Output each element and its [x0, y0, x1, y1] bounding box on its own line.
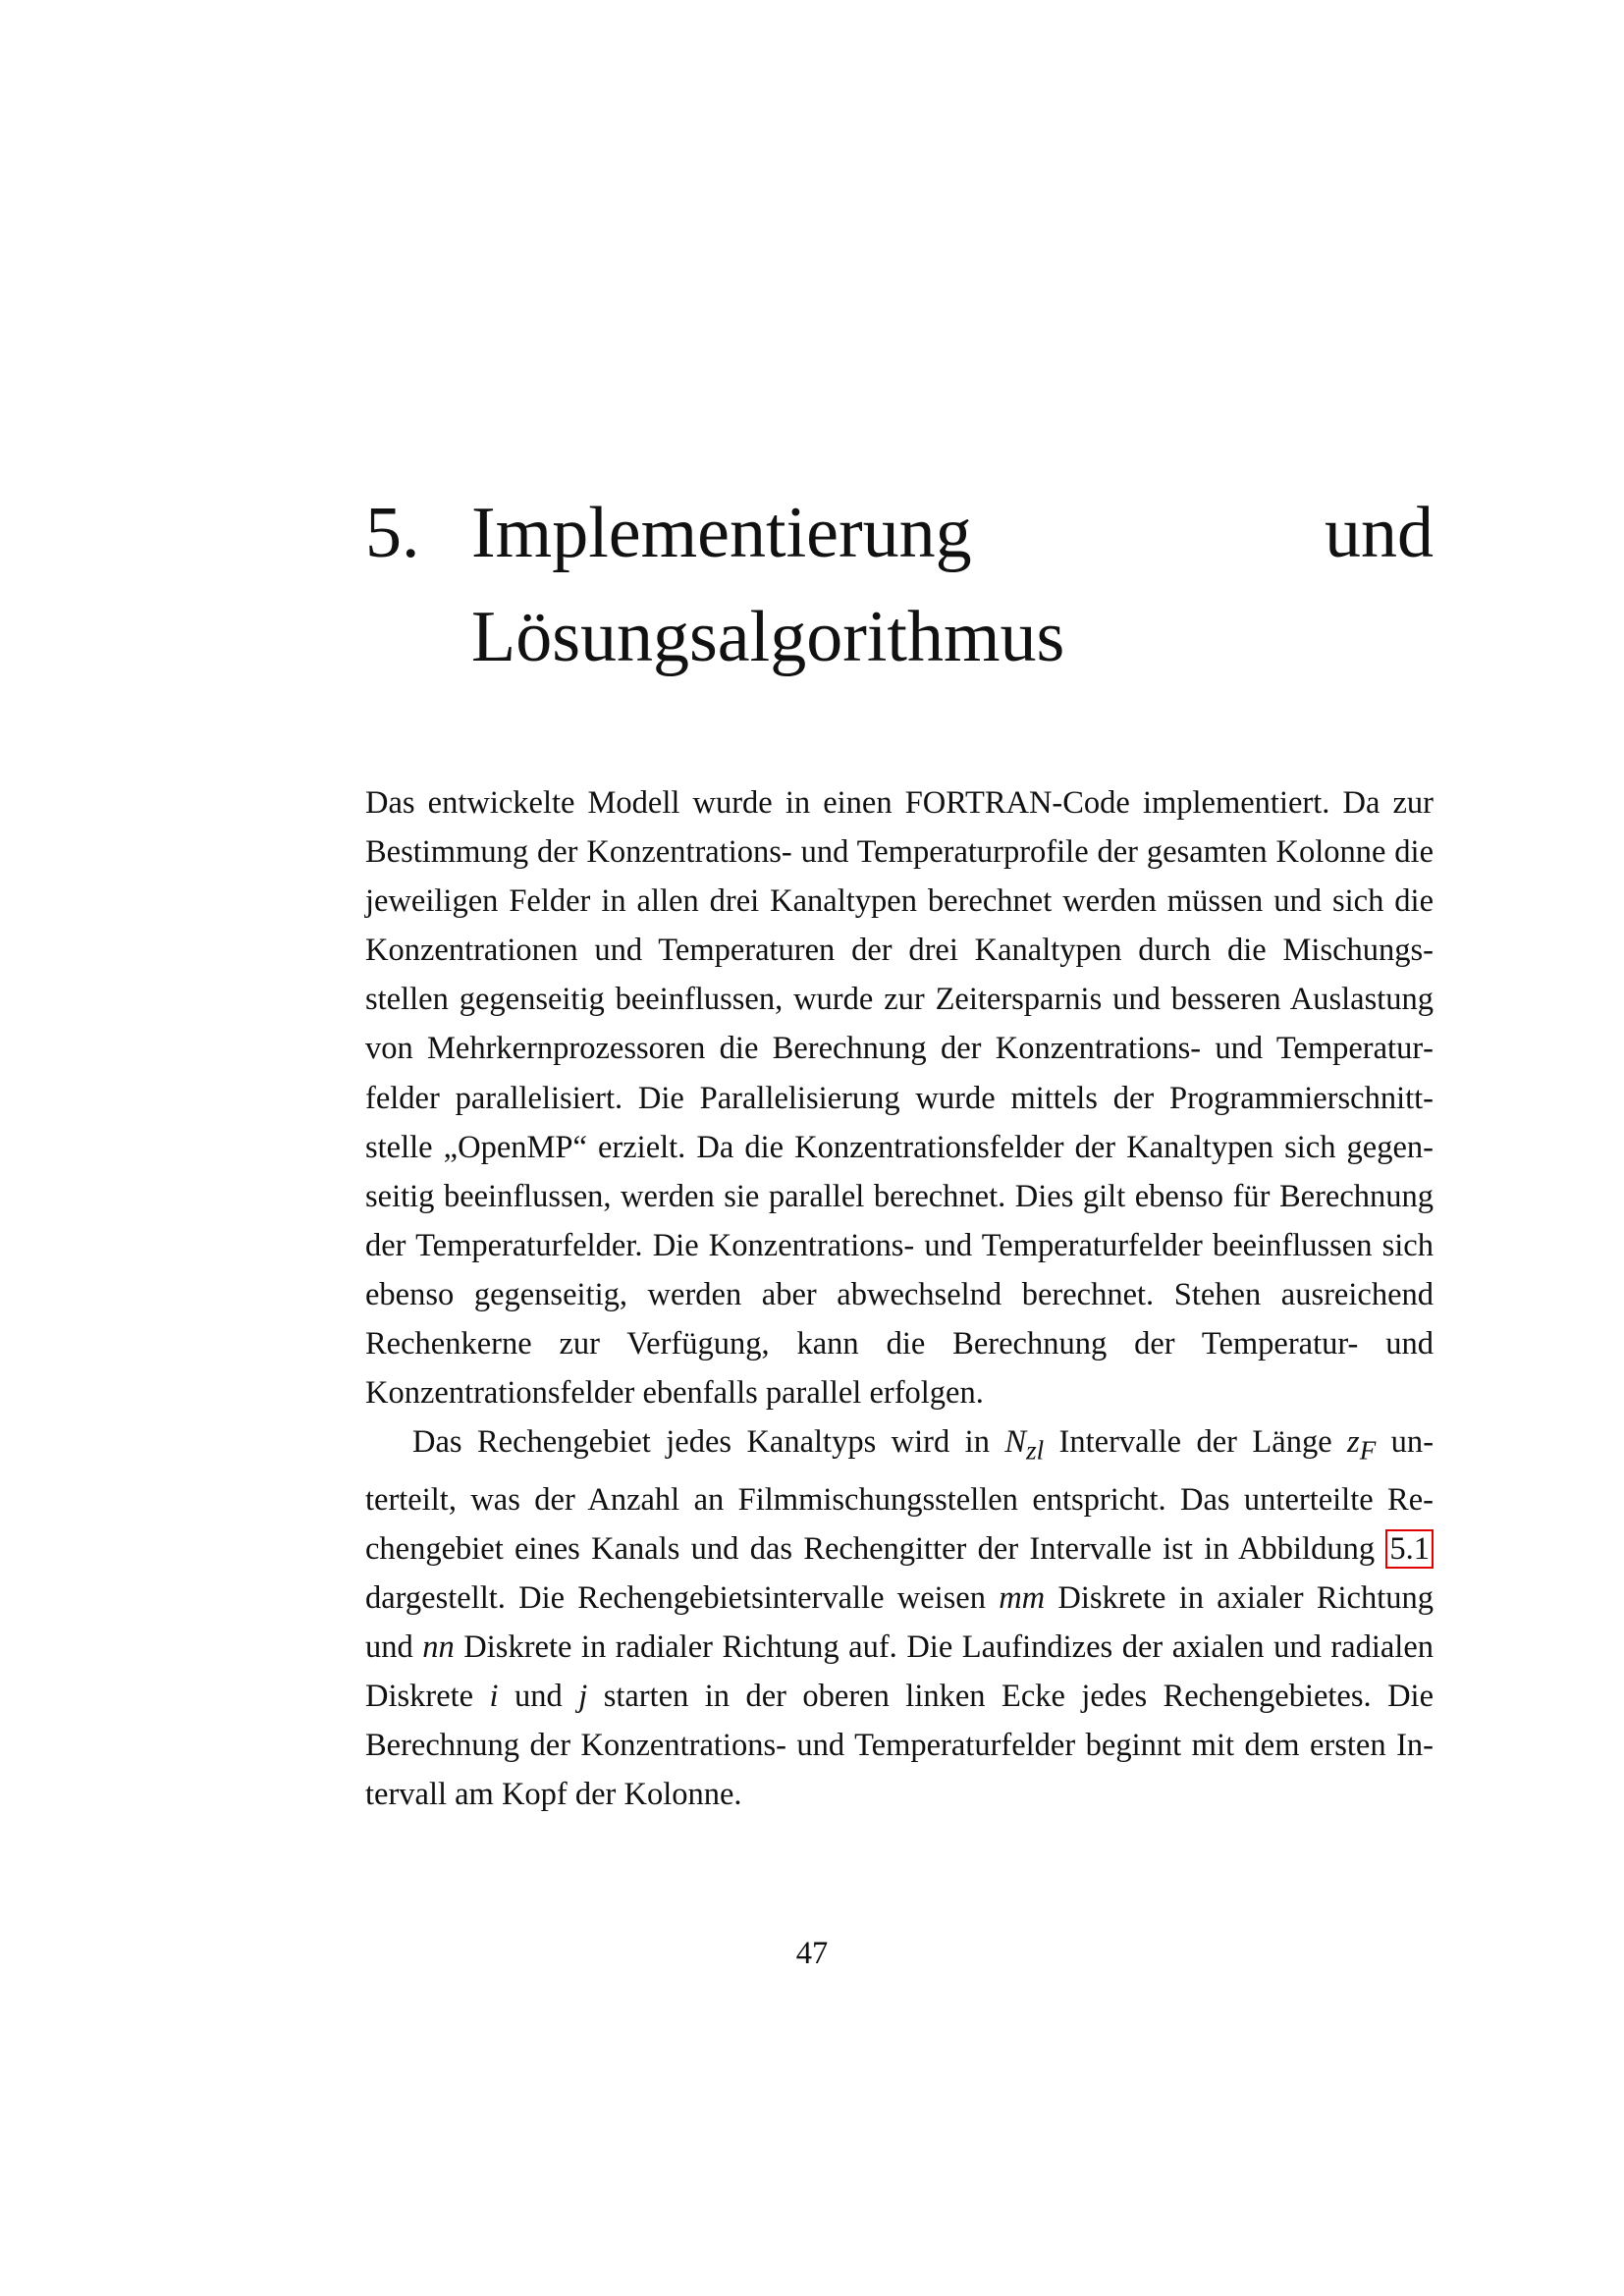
text-run: und	[498, 1679, 579, 1715]
paragraph-1: Das entwickelte Modell wurde in einen FORTRAN-Code implementiert. Da zur Bestimmung der Konzentrations- und Temperaturprofile der gesamten Kolonne die jeweiligen Felder in allen drei Kanaltypen berechnet werden müssen und sich die Konzentrationen und Temperaturen der drei Kanaltypen durch die Mischungsstellen gegenseitig beeinflussen, wurde zur Zeitersparnis und besseren Auslastung von Mehrkernprozessoren die Berechnung der Konzentrations- und Temperaturfelder parallelisiert. Die Parallelisierung wurde mittels der Programmierschnittstelle „OpenMP“ erzielt. Da die Konzentrationsfelder der Kanaltypen sich gegenseitig beeinflussen, werden sie parallel berechnet. Dies gilt ebenso für Berechnung der Temperaturfelder. Die Konzentrations- und Temperaturfelder beeinflussen sich ebenso gegenseitig, werden aber abwechselnd berechnet. Stehen ausreichend Rechenkerne zur Verfügung, kann die Berechnung der Temperatur- und Konzentrationsfelder ebenfalls parallel erfolgen.	[365, 785, 1434, 1412]
text-run: dargestellt. Die Rechengebietsintervalle weisen	[365, 1580, 1000, 1616]
math-i: i	[489, 1679, 499, 1715]
math-n-zl	[1004, 1424, 1045, 1466]
text-run: Diskrete in radialer Richtung auf. Die Laufindizes der axialen und radialen Diskrete	[365, 1629, 1435, 1715]
chapter-title: Implementierung und Lösungsalgorithmus	[471, 493, 1434, 677]
figure-reference-link[interactable]: 5.1	[1385, 1529, 1434, 1569]
math-base: N	[1004, 1424, 1027, 1461]
math-subscript: zl	[1026, 1435, 1045, 1466]
math-subscript: F	[1359, 1435, 1377, 1466]
math-j: j	[578, 1679, 588, 1715]
text-run: unterteilt, was der Anzahl an Filmmischungsstellen entspricht. Das unterteilte Rechengebiet eines Kanals und das Rechengitter der Intervalle ist in Abbildung	[365, 1424, 1435, 1567]
body-text	[365, 778, 1434, 1819]
math-base: z	[1347, 1424, 1360, 1461]
text-run: starten in der oberen linken Ecke jedes Rechengebietes. Die Berechnung der Konzentrations- und Temperaturfelder beginnt mit dem ersten Intervall am Kopf der Kolonne.	[365, 1679, 1435, 1813]
math-z-f	[1347, 1424, 1377, 1466]
page-number: 47	[795, 1936, 829, 1971]
text-run: Das Rechengebiet jedes Kanaltyps wird in	[412, 1424, 1005, 1461]
math-mm: mm	[999, 1580, 1046, 1616]
chapter-heading	[365, 481, 1434, 689]
text-run: Intervalle der Länge	[1044, 1424, 1348, 1461]
paragraph-2	[365, 1417, 1434, 1819]
chapter-number: 5.	[365, 493, 420, 573]
math-nn: nn	[422, 1629, 455, 1666]
text-run: Diskrete in axialer Richtung und	[365, 1580, 1434, 1666]
